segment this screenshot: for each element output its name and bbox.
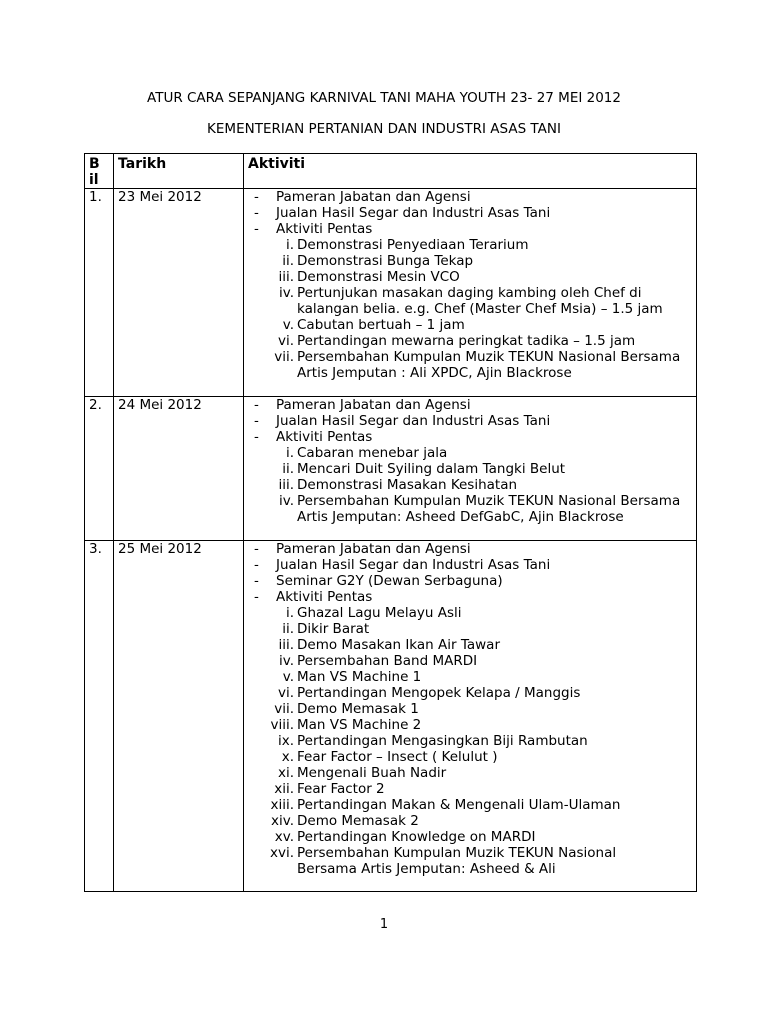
sub-activity-item <box>248 717 692 733</box>
sub-activity-text: Cabaran menebar jala <box>297 445 448 461</box>
item-number: i. <box>285 605 294 621</box>
aktiviti-cell <box>244 189 697 397</box>
item-number: i. <box>285 445 294 461</box>
sub-activity-item <box>248 813 692 829</box>
sub-activity-text: Pertandingan Mengasingkan Biji Rambutan <box>297 733 588 749</box>
sub-activity-continuation: Artis Jemputan: Asheed DefGabC, Ajin Blackrose <box>297 509 624 525</box>
activity-text: Jualan Hasil Segar dan Industri Asas Tani <box>276 205 551 221</box>
sub-activity-item <box>248 797 692 813</box>
sub-activity-text: Mengenali Buah Nadir <box>297 765 447 781</box>
sub-activity-text: Persembahan Kumpulan Muzik TEKUN Nasional Bersama <box>297 349 681 365</box>
sub-activity-text: Pertunjukan masakan daging kambing oleh Chef di <box>297 285 642 301</box>
document-title: ATUR CARA SEPANJANG KARNIVAL TANI MAHA YOUTH 23- 27 MEI 2012 <box>147 90 621 106</box>
item-number: ii. <box>282 253 294 269</box>
table-row <box>85 189 697 397</box>
bullet-dash: - <box>254 221 259 237</box>
item-number: iv. <box>279 493 294 509</box>
bullet-dash: - <box>254 189 259 205</box>
item-number: xvi. <box>269 845 294 861</box>
bullet-dash: - <box>254 541 259 557</box>
bullet-dash: - <box>254 557 259 573</box>
item-number: vii. <box>274 349 294 365</box>
bil-cell: 2. <box>85 397 114 541</box>
sub-activity-item <box>248 829 692 845</box>
aktiviti-cell <box>244 541 697 892</box>
document-subtitle: KEMENTERIAN PERTANIAN DAN INDUSTRI ASAS TANI <box>207 121 561 137</box>
bil-cell: 1. <box>85 189 114 397</box>
item-number: xi. <box>277 765 294 781</box>
sub-activity-item <box>248 605 692 621</box>
activity-item <box>248 573 692 589</box>
activity-text: Jualan Hasil Segar dan Industri Asas Tani <box>276 557 551 573</box>
sub-activity-item <box>248 493 692 509</box>
sub-activity-item <box>248 733 692 749</box>
table-row <box>85 397 697 541</box>
item-number: vi. <box>277 685 294 701</box>
sub-activity-text: Demonstrasi Mesin VCO <box>297 269 460 285</box>
sub-activity-text: Man VS Machine 1 <box>297 669 422 685</box>
sub-activity-item <box>248 461 692 477</box>
sub-activity-item <box>248 445 692 461</box>
header-bil: Bil <box>85 154 114 189</box>
sub-activity-item <box>248 621 692 637</box>
sub-activity-item <box>248 237 692 253</box>
table-header-row <box>85 154 697 189</box>
activity-text: Aktiviti Pentas <box>276 429 373 445</box>
bil-cell: 3. <box>85 541 114 892</box>
item-number: ix. <box>277 733 294 749</box>
sub-activity-text: Pertandingan Makan & Mengenali Ulam-Ulaman <box>297 797 621 813</box>
tarikh-cell: 24 Mei 2012 <box>114 397 244 541</box>
sub-activity-text: Dikir Barat <box>297 621 370 637</box>
table-row <box>85 541 697 892</box>
activity-item <box>248 589 692 605</box>
sub-activity-text: Demonstrasi Bunga Tekap <box>297 253 474 269</box>
sub-activity-text: Mencari Duit Syiling dalam Tangki Belut <box>297 461 566 477</box>
tarikh-cell: 23 Mei 2012 <box>114 189 244 397</box>
sub-activity-item <box>248 669 692 685</box>
item-number: xv. <box>274 829 294 845</box>
item-number: viii. <box>270 717 294 733</box>
sub-activity-text: Cabutan bertuah – 1 jam <box>297 317 465 333</box>
sub-activity-item <box>248 701 692 717</box>
item-number: ii. <box>282 461 294 477</box>
header-tarikh: Tarikh <box>114 154 244 189</box>
sub-activity-text: Fear Factor 2 <box>297 781 385 797</box>
bullet-dash: - <box>254 573 259 589</box>
sub-activity-item <box>248 653 692 669</box>
activity-item <box>248 189 692 205</box>
activity-text: Pameran Jabatan dan Agensi <box>276 397 471 413</box>
item-number: v. <box>282 317 294 333</box>
item-number: xii. <box>274 781 294 797</box>
item-number: iii. <box>278 637 294 653</box>
activity-item <box>248 205 692 221</box>
sub-activity-text: Pertandingan Knowledge on MARDI <box>297 829 536 845</box>
page-number: 1 <box>379 917 389 932</box>
sub-activity-text: Persembahan Band MARDI <box>297 653 478 669</box>
sub-activity-continuation: Bersama Artis Jemputan: Asheed & Ali <box>297 861 556 877</box>
item-number: xiv. <box>271 813 294 829</box>
sub-activity-text: Demo Masakan Ikan Air Tawar <box>297 637 500 653</box>
activity-text: Jualan Hasil Segar dan Industri Asas Tani <box>276 413 551 429</box>
item-number: iii. <box>278 269 294 285</box>
activity-item <box>248 429 692 445</box>
activity-item <box>248 397 692 413</box>
tarikh-cell: 25 Mei 2012 <box>114 541 244 892</box>
bullet-dash: - <box>254 397 259 413</box>
activity-item <box>248 221 692 237</box>
activity-text: Seminar G2Y (Dewan Serbaguna) <box>276 573 503 589</box>
sub-activity-text: Man VS Machine 2 <box>297 717 422 733</box>
item-number: vii. <box>274 701 294 717</box>
sub-activity-item <box>248 253 692 269</box>
sub-activity-continuation: Artis Jemputan : Ali XPDC, Ajin Blackrose <box>297 365 572 381</box>
sub-activity-text: Persembahan Kumpulan Muzik TEKUN Nasional <box>297 845 617 861</box>
sub-activity-item <box>248 637 692 653</box>
item-number: v. <box>282 669 294 685</box>
sub-activity-text: Demonstrasi Penyediaan Terarium <box>297 237 529 253</box>
sub-activity-text: Demonstrasi Masakan Kesihatan <box>297 477 518 493</box>
sub-activity-item <box>248 477 692 493</box>
activity-text: Aktiviti Pentas <box>276 589 373 605</box>
activity-text: Aktiviti Pentas <box>276 221 373 237</box>
sub-activity-item <box>248 685 692 701</box>
aktiviti-cell <box>244 397 697 541</box>
sub-activity-item <box>248 333 692 349</box>
sub-activity-text: Fear Factor – Insect ( Kelulut ) <box>297 749 498 765</box>
item-number: vi. <box>277 333 294 349</box>
agenda-table <box>84 153 697 892</box>
item-number: iv. <box>279 285 294 301</box>
activity-item <box>248 413 692 429</box>
activity-item <box>248 541 692 557</box>
sub-activity-item <box>248 285 692 301</box>
sub-activity-item <box>248 765 692 781</box>
sub-activity-item <box>248 749 692 765</box>
item-number: iv. <box>279 653 294 669</box>
sub-activity-continuation: kalangan belia. e.g. Chef (Master Chef Msia) – 1.5 jam <box>297 301 663 317</box>
sub-activity-item <box>248 845 692 861</box>
bullet-dash: - <box>254 589 259 605</box>
bullet-dash: - <box>254 429 259 445</box>
sub-activity-item <box>248 317 692 333</box>
activity-text: Pameran Jabatan dan Agensi <box>276 189 471 205</box>
sub-activity-item <box>248 781 692 797</box>
item-number: i. <box>285 237 294 253</box>
sub-activity-text: Demo Memasak 1 <box>297 701 419 717</box>
item-number: x. <box>281 749 294 765</box>
header-aktiviti: Aktiviti <box>244 154 697 189</box>
activity-text: Pameran Jabatan dan Agensi <box>276 541 471 557</box>
sub-activity-item <box>248 269 692 285</box>
activity-item <box>248 557 692 573</box>
sub-activity-item <box>248 349 692 365</box>
sub-activity-text: Pertandingan Mengopek Kelapa / Manggis <box>297 685 581 701</box>
sub-activity-text: Demo Memasak 2 <box>297 813 419 829</box>
sub-activity-text: Ghazal Lagu Melayu Asli <box>297 605 462 621</box>
item-number: iii. <box>278 477 294 493</box>
bullet-dash: - <box>254 205 259 221</box>
item-number: xiii. <box>270 797 294 813</box>
sub-activity-text: Persembahan Kumpulan Muzik TEKUN Nasional Bersama <box>297 493 681 509</box>
sub-activity-text: Pertandingan mewarna peringkat tadika – 1.5 jam <box>297 333 636 349</box>
item-number: ii. <box>282 621 294 637</box>
bullet-dash: - <box>254 413 259 429</box>
